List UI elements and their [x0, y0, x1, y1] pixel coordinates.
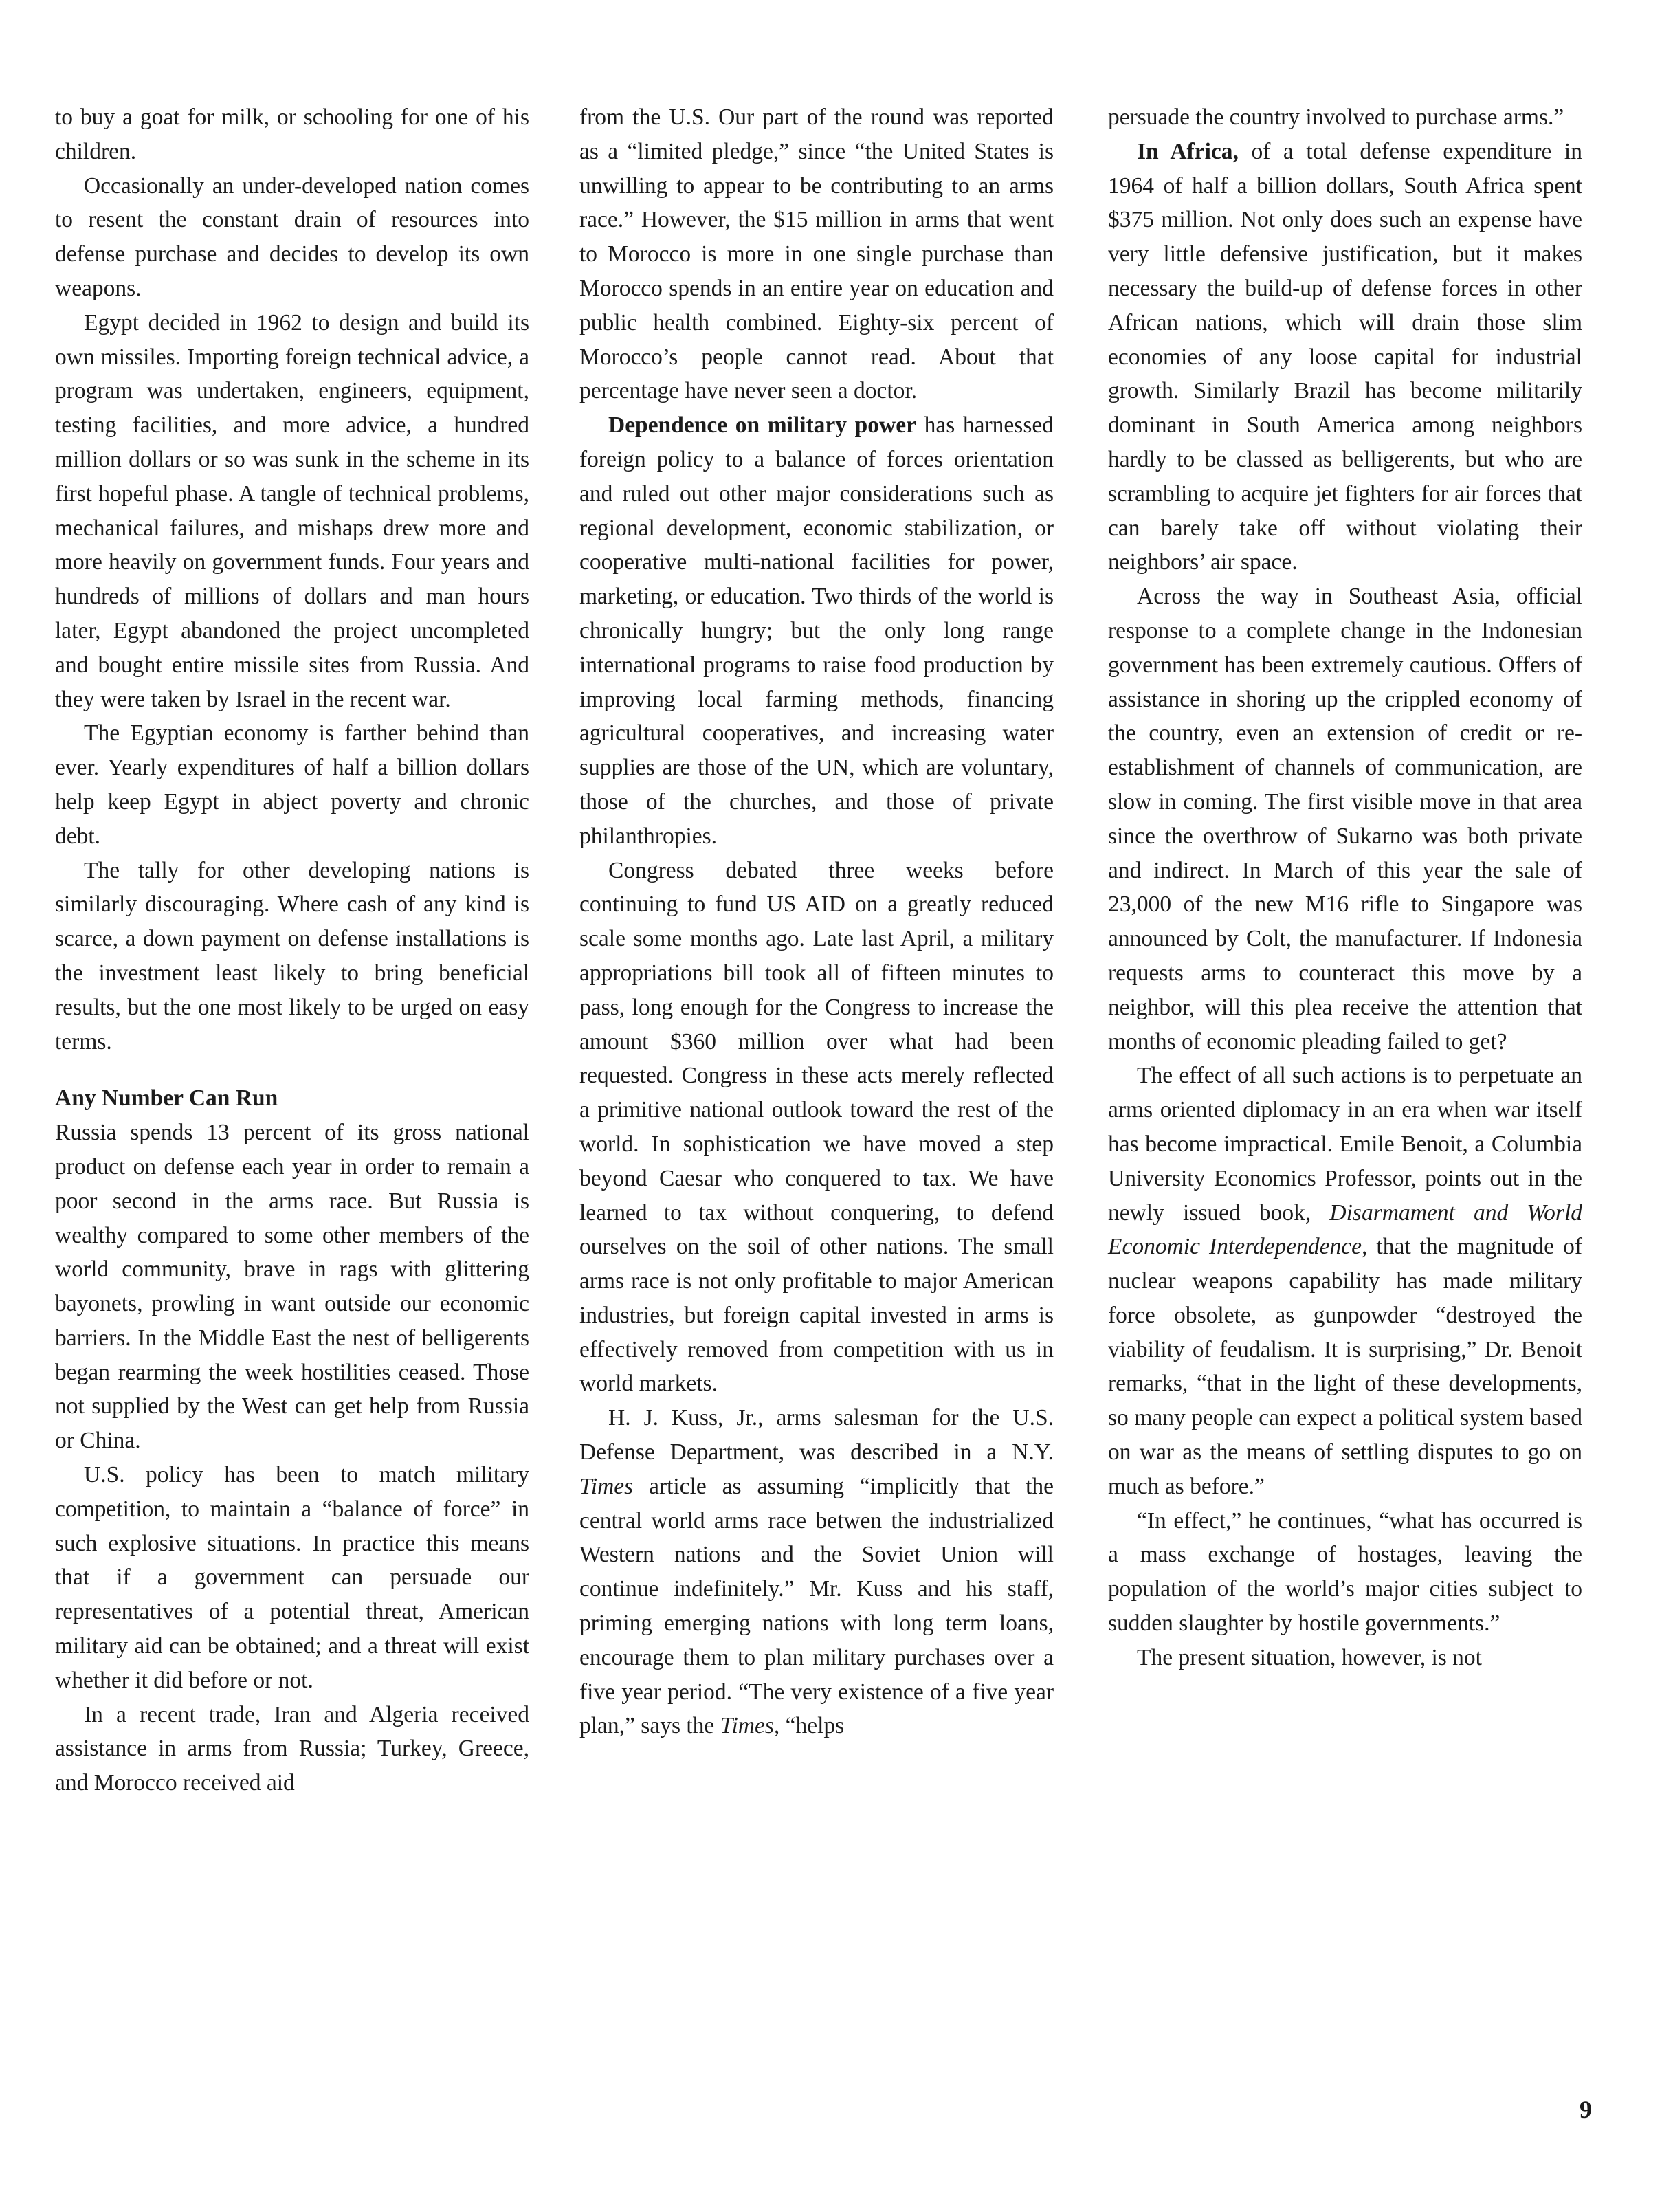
paragraph	[1108, 1059, 1582, 1503]
paragraph: U.S. policy has been to match military competition, to maintain a “balance of force” in such explosive situations. In practice this means that if a government can persuade our representatives of a potential threat, American military aid can be obtained; and a threat will exist whether it did before or not.	[55, 1462, 529, 1693]
paragraph	[1108, 135, 1582, 579]
paragraph: The Egyptian economy is farther behind than ever. Yearly expenditures of half a billion dollars help keep Egypt in abject poverty and chronic debt.	[55, 720, 529, 849]
paragraph-text: The effect of all such actions is to perpetuate an arms oriented diplomacy in an era when war itself has become impractical. Emile Benoit, a Columbia University Economics Professor, points out in the newly issued book,	[1108, 1063, 1582, 1226]
paragraph	[579, 408, 1054, 853]
paragraph: The tally for other developing nations is similarly discouraging. Where cash of any kind is scarce, a down payment on defense installations is the investment least likely to bring beneficial results, but the one most likely to be urged on easy terms.	[55, 857, 529, 1054]
publication-title: Times	[579, 1473, 634, 1499]
paragraph-text: H. J. Kuss, Jr., arms salesman for the U.S. Defense Department, was described in a N.Y.	[579, 1405, 1054, 1466]
paragraph-text: has harnessed foreign policy to a balance of forces orientation and ruled out other major considerations such as regional development, economic stabilization, or cooperative multi-national facilities for power, marketing, or education. Two thirds of the world is chronically hungry; but the only long range international programs to raise food production by improving local farming methods, financing agricultural cooperatives, and increasing water supplies are those of the UN, which are voluntary, those of the churches, and those of private philanthropies.	[579, 412, 1054, 849]
column-1	[55, 100, 529, 1800]
paragraph-text: “helps	[779, 1713, 845, 1739]
paragraph-text: article as assuming “implicitly that the central world arms race betwen the industrialized Western nations and the Soviet Union will continue indefinitely.” Mr. Kuss and his staff, priming emerging nations with long term loans, encourage them to plan military purchases over a five year period. “The very existence of a five year plan,” says the	[579, 1473, 1054, 1739]
book-title: Disarmament and World Economic Interdependence,	[1108, 1199, 1583, 1260]
lead-in-bold: Dependence on military power	[608, 412, 916, 439]
paragraph: In a recent trade, Iran and Algeria received assistance in arms from Russia; Turkey, Greece, and Morocco received aid	[55, 1701, 529, 1796]
paragraph: Congress debated three weeks before continuing to fund US AID on a greatly reduced scale some months ago. Late last April, a military appropriations bill took all of fifteen minutes to pass, long enough for the Congress to increase the amount $360 million over what had been requested. Congress in these acts merely reflected a primitive national outlook toward the rest of the world. In sophistication we have moved a step beyond Caesar who conquered to tax. We have learned to tax without conquering, to defend ourselves on the soil of other nations. The small arms race is not only profitable to major American industries, but foreign capital invested in arms is effectively removed from competition with us in world markets.	[579, 857, 1054, 1397]
lead-in-bold: In Africa,	[1137, 138, 1239, 164]
column-2	[579, 100, 1054, 1743]
paragraph: to buy a goat for milk, or schooling for one of his children.	[55, 104, 529, 164]
publication-title: Times,	[720, 1713, 780, 1739]
section-heading: Any Number Can Run	[55, 1085, 278, 1111]
paragraph: Russia spends 13 percent of its gross national product on defense each year in order to remain a poor second in the arms race. But Russia is wealthy compared to some other members of the world community, brave in rags with glittering bayonets, prowling in want outside our economic barriers. In the Middle East the nest of belligerents began rearming the week hostilities ceased. Those not supplied by the West can get help from Russia or China.	[55, 1120, 529, 1454]
paragraph: Occasionally an under-developed nation comes to resent the constant drain of resources into defense purchase and decides to develop its own weapons.	[55, 173, 529, 301]
page-number: 9	[1580, 2096, 1592, 2123]
paragraph	[579, 1401, 1054, 1743]
paragraph-text: that the magnitude of nuclear weapons capability has made military force obsolete, as gunpowder “destroyed the viability of feudalism. It is surprising,” Dr. Benoit remarks, “that in the light of these developments, so many people can expect a political system based on war as the means of settling disputes to go on much as before.”	[1108, 1234, 1582, 1499]
paragraph: The present situation, however, is not	[1137, 1644, 1482, 1670]
column-3	[1108, 100, 1582, 1675]
paragraph: “In effect,” he continues, “what has occurred is a mass exchange of hostages, leaving the population of the world’s major cities subject to sudden slaughter by hostile governments.”	[1108, 1507, 1582, 1637]
paragraph: Across the way in Southeast Asia, official response to a complete change in the Indonesian government has been extremely cautious. Offers of assistance in shoring up the crippled economy of the country, even an extension of credit or re-establishment of channels of communication, are slow in coming. The first visible move in that area since the overthrow of Sukarno was both private and indirect. In March of this year the sale of 23,000 of the new M16 rifle to Singapore was announced by Colt, the manufacturer. If Indonesia requests arms to counteract this move by a neighbor, will this plea receive the attention that months of economic pleading failed to get?	[1108, 584, 1582, 1054]
paragraph: Egypt decided in 1962 to design and build its own missiles. Importing foreign technical advice, a program was undertaken, engineers, equipment, testing facilities, and more advice, a hundred million dollars or so was sunk in the scheme in its first hopeful phase. A tangle of technical problems, mechanical failures, and mishaps drew more and more heavily on government funds. Four years and hundreds of millions of dollars and man hours later, Egypt abandoned the project uncompleted and bought entire missile sites from Russia. And they were taken by Israel in the recent war.	[55, 309, 529, 712]
paragraph-text: of a total defense expenditure in 1964 of half a billion dollars, South Africa spent $375 million. Not only does such an expense have very little defensive justification, but it makes necessary the build-up of defense forces in other African nations, which will drain those slim economies of any loose capital for industrial growth. Similarly Brazil has become militarily dominant in South America among neighbors hardly to be classed as belligerents, but who are scrambling to acquire jet fighters for air forces that can barely take off without violating their neighbors’ air space.	[1108, 138, 1582, 575]
paragraph: from the U.S. Our part of the round was reported as a “limited pledge,” since “the United States is unwilling to appear to be contributing to an arms race.” However, the $15 million in arms that went to Morocco is more in one single purchase than Morocco spends in an entire year on education and public health combined. Eighty-six percent of Morocco’s people cannot read. About that percentage have never seen a doctor.	[579, 104, 1054, 404]
paragraph: persuade the country involved to purchase arms.”	[1108, 104, 1564, 130]
